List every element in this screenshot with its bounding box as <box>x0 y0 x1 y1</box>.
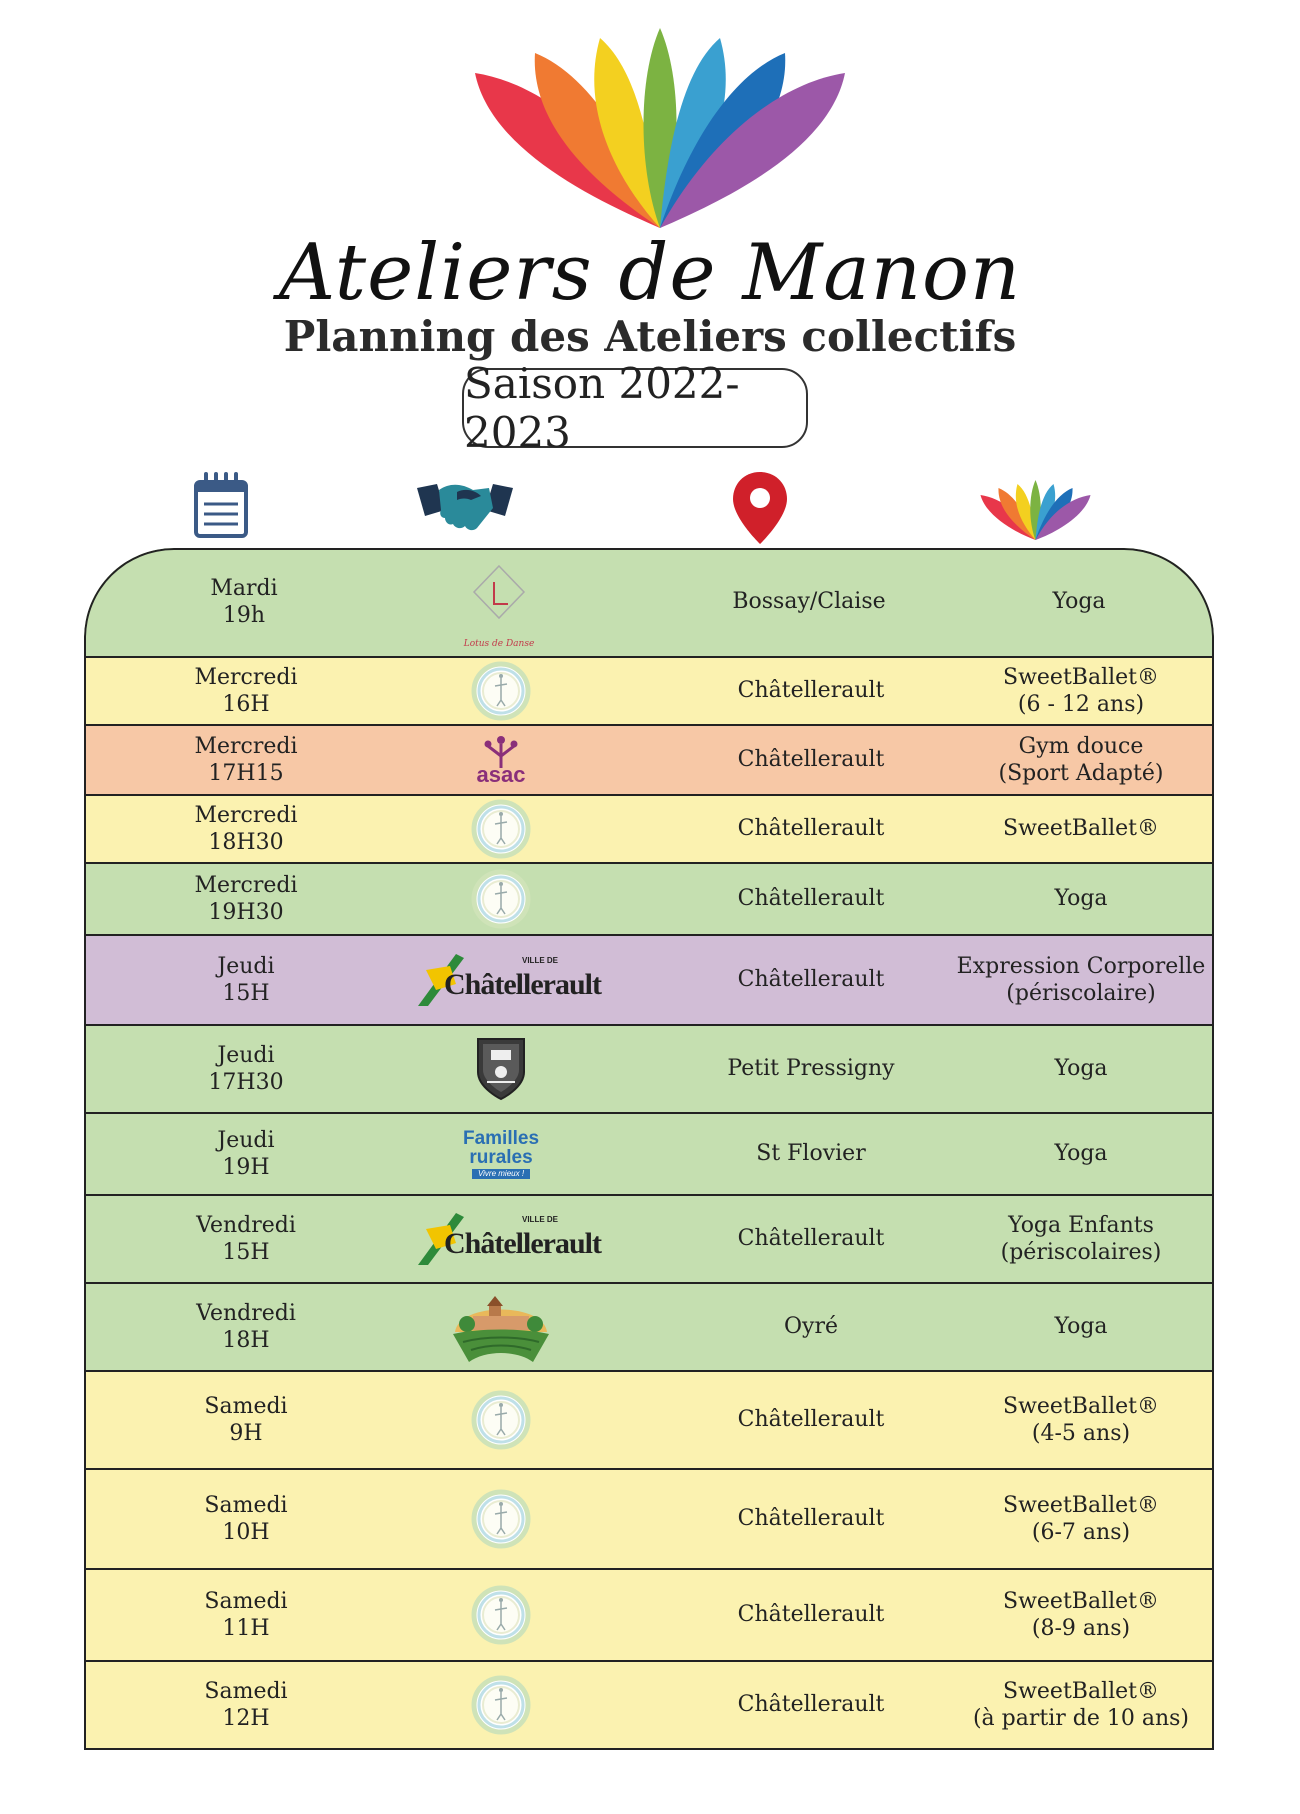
day-time-cell <box>146 1196 346 1282</box>
place-cell <box>646 936 976 1024</box>
oyre-village-logo <box>449 1288 553 1366</box>
sweetballet-logo <box>470 1674 532 1736</box>
activity-cell <box>956 1284 1206 1370</box>
partner-logo-cell <box>386 1114 616 1194</box>
table-row <box>84 1196 1214 1284</box>
activity-label: SweetBallet® <box>1003 1678 1159 1704</box>
day-label: Jeudi <box>217 1042 275 1068</box>
activity-detail: (Sport Adapté) <box>998 761 1164 786</box>
day-time-cell <box>146 726 346 794</box>
place-cell <box>646 1284 976 1370</box>
activity-label: Yoga <box>1054 1141 1108 1167</box>
activity-cell <box>956 796 1206 862</box>
day-time-cell <box>146 864 346 934</box>
place-label: Châtellerault <box>737 1692 885 1718</box>
time-label: 19h <box>222 603 266 628</box>
time-label: 10H <box>222 1520 270 1545</box>
activity-label: SweetBallet® <box>1003 816 1159 842</box>
partner-logo-cell <box>384 548 614 656</box>
day-label: Mercredi <box>194 733 298 759</box>
activity-label: Yoga Enfants <box>1008 1212 1154 1238</box>
time-label: 18H30 <box>208 830 284 855</box>
day-time-cell <box>146 1114 346 1194</box>
place-label: Châtellerault <box>737 1602 885 1628</box>
activity-detail: (8-9 ans) <box>1031 1616 1131 1641</box>
place-cell <box>646 658 976 724</box>
time-label: 16H <box>222 692 270 717</box>
activity-cell <box>956 1026 1206 1112</box>
day-label: Samedi <box>204 1678 288 1704</box>
table-row <box>84 548 1214 658</box>
location-pin-icon <box>730 470 790 546</box>
table-row <box>84 658 1214 726</box>
time-label: 18H <box>222 1328 270 1353</box>
day-label: Vendredi <box>196 1212 296 1238</box>
partner-logo-cell <box>386 1196 616 1282</box>
day-label: Samedi <box>204 1588 288 1614</box>
table-row <box>84 1372 1214 1470</box>
partner-logo-cell <box>386 1372 616 1468</box>
day-time-cell <box>146 936 346 1024</box>
place-label: St Flovier <box>756 1141 866 1167</box>
place-label: Bossay/Claise <box>732 589 886 615</box>
place-cell <box>646 1662 976 1748</box>
day-time-cell <box>144 548 344 656</box>
table-row <box>84 936 1214 1026</box>
day-time-cell <box>146 1570 346 1660</box>
activity-label: SweetBallet® <box>1003 1588 1159 1614</box>
day-time-cell <box>146 1470 346 1568</box>
partner-logo-cell <box>386 658 616 724</box>
table-row <box>84 1662 1214 1750</box>
table-row <box>84 1114 1214 1196</box>
table-row <box>84 1470 1214 1570</box>
sweetballet-logo <box>470 1389 532 1451</box>
time-label: 17H15 <box>208 761 284 786</box>
place-label: Châtellerault <box>737 1506 885 1532</box>
place-cell <box>646 796 976 862</box>
partner-logo-cell <box>386 1026 616 1112</box>
activity-detail: (6-7 ans) <box>1031 1520 1131 1545</box>
place-label: Châtellerault <box>737 816 885 842</box>
place-cell <box>646 864 976 934</box>
place-label: Châtellerault <box>737 886 885 912</box>
sweetballet-logo <box>470 1488 532 1550</box>
handshake-icon <box>415 470 515 540</box>
activity-cell <box>956 936 1206 1024</box>
activity-detail: (6 - 12 ans) <box>1017 692 1145 717</box>
partner-logo-cell <box>386 864 616 934</box>
activity-detail: (périscolaires) <box>1000 1240 1162 1265</box>
day-label: Mercredi <box>194 664 298 690</box>
activity-cell <box>954 548 1204 656</box>
day-time-cell <box>146 658 346 724</box>
table-row <box>84 796 1214 864</box>
place-label: Châtellerault <box>737 747 885 773</box>
day-label: Samedi <box>204 1492 288 1518</box>
activity-label: Expression Corporelle <box>956 953 1206 979</box>
brand-name: Ateliers de Manon <box>278 228 1022 318</box>
place-label: Oyré <box>783 1314 838 1340</box>
petit-pressigny-crest-logo <box>475 1036 527 1102</box>
day-time-cell <box>146 796 346 862</box>
ville-chatellerault-logo: Châtellerault VILLE DE <box>416 950 586 1010</box>
place-cell <box>646 1470 976 1568</box>
place-label: Châtellerault <box>737 678 885 704</box>
lotus-logo <box>465 28 855 233</box>
time-label: 11H <box>222 1616 270 1641</box>
day-label: Samedi <box>204 1393 288 1419</box>
activity-label: Yoga <box>1052 589 1106 615</box>
sweetballet-logo <box>470 1584 532 1646</box>
table-row <box>84 1284 1214 1372</box>
day-time-cell <box>146 1026 346 1112</box>
partner-logo-cell <box>386 1470 616 1568</box>
place-cell <box>646 726 976 794</box>
place-label: Châtellerault <box>737 1407 885 1433</box>
partner-logo-cell <box>386 1570 616 1660</box>
day-label: Jeudi <box>217 1127 275 1153</box>
sweetballet-logo <box>470 868 532 930</box>
ville-chatellerault-logo: Châtellerault VILLE DE <box>416 1209 586 1269</box>
sweetballet-logo <box>470 798 532 860</box>
activity-label: Yoga <box>1054 1314 1108 1340</box>
activity-label: SweetBallet® <box>1003 664 1159 690</box>
activity-cell <box>956 1570 1206 1660</box>
page-title: Planning des Ateliers collectifs <box>283 312 1017 361</box>
place-label: Châtellerault <box>737 1226 885 1252</box>
day-label: Mercredi <box>194 802 298 828</box>
activity-label: SweetBallet® <box>1003 1393 1159 1419</box>
table-row <box>84 1570 1214 1662</box>
activity-detail: (périscolaire) <box>1006 981 1156 1006</box>
time-label: 17H30 <box>208 1070 284 1095</box>
place-cell <box>646 1372 976 1468</box>
activity-detail: (4-5 ans) <box>1031 1421 1131 1446</box>
activity-label: SweetBallet® <box>1003 1492 1159 1518</box>
partner-logo-cell <box>386 796 616 862</box>
activity-cell <box>956 1196 1206 1282</box>
activity-cell <box>956 864 1206 934</box>
day-label: Jeudi <box>217 953 275 979</box>
day-label: Mardi <box>210 575 278 601</box>
day-label: Vendredi <box>196 1300 296 1326</box>
place-cell <box>646 1026 976 1112</box>
lotus-icon <box>978 478 1093 542</box>
place-cell <box>646 1570 976 1660</box>
partner-logo-cell <box>386 1662 616 1748</box>
time-label: 19H <box>222 1155 270 1180</box>
place-cell <box>644 548 974 656</box>
activity-cell <box>956 1662 1206 1748</box>
day-time-cell <box>146 1662 346 1748</box>
day-time-cell <box>146 1284 346 1370</box>
table-row <box>84 726 1214 796</box>
lotus-danse-logo <box>454 562 544 642</box>
lotus-danse-text: Lotus de Danse <box>463 638 535 649</box>
activity-label: Yoga <box>1054 886 1108 912</box>
table-row <box>84 1026 1214 1114</box>
day-label: Mercredi <box>194 872 298 898</box>
table-row <box>84 864 1214 936</box>
season-badge: Saison 2022-2023 <box>462 368 808 448</box>
partner-logo-cell <box>386 936 616 1024</box>
sweetballet-logo <box>470 660 532 722</box>
place-label: Petit Pressigny <box>727 1056 895 1082</box>
activity-cell <box>956 1470 1206 1568</box>
activity-label: Yoga <box>1054 1056 1108 1082</box>
activity-cell <box>956 1114 1206 1194</box>
time-label: 12H <box>222 1706 270 1731</box>
partner-logo-cell <box>386 1284 616 1370</box>
activity-detail: (à partir de 10 ans) <box>972 1706 1190 1731</box>
activity-cell <box>956 1372 1206 1468</box>
place-cell <box>646 1114 976 1194</box>
time-label: 19H30 <box>208 900 284 925</box>
activity-cell <box>956 658 1206 724</box>
place-cell <box>646 1196 976 1282</box>
activity-label: Gym douce <box>1018 733 1144 759</box>
asac-logo: asac <box>476 734 526 786</box>
day-time-cell <box>146 1372 346 1468</box>
time-label: 15H <box>222 981 270 1006</box>
familles-rurales-logo: Familles rurales Vivre mieux ! <box>462 1128 540 1178</box>
place-label: Châtellerault <box>737 967 885 993</box>
time-label: 15H <box>222 1240 270 1265</box>
calendar-icon <box>193 470 249 540</box>
activity-cell <box>956 726 1206 794</box>
partner-logo-cell <box>386 726 616 794</box>
time-label: 9H <box>229 1421 263 1446</box>
